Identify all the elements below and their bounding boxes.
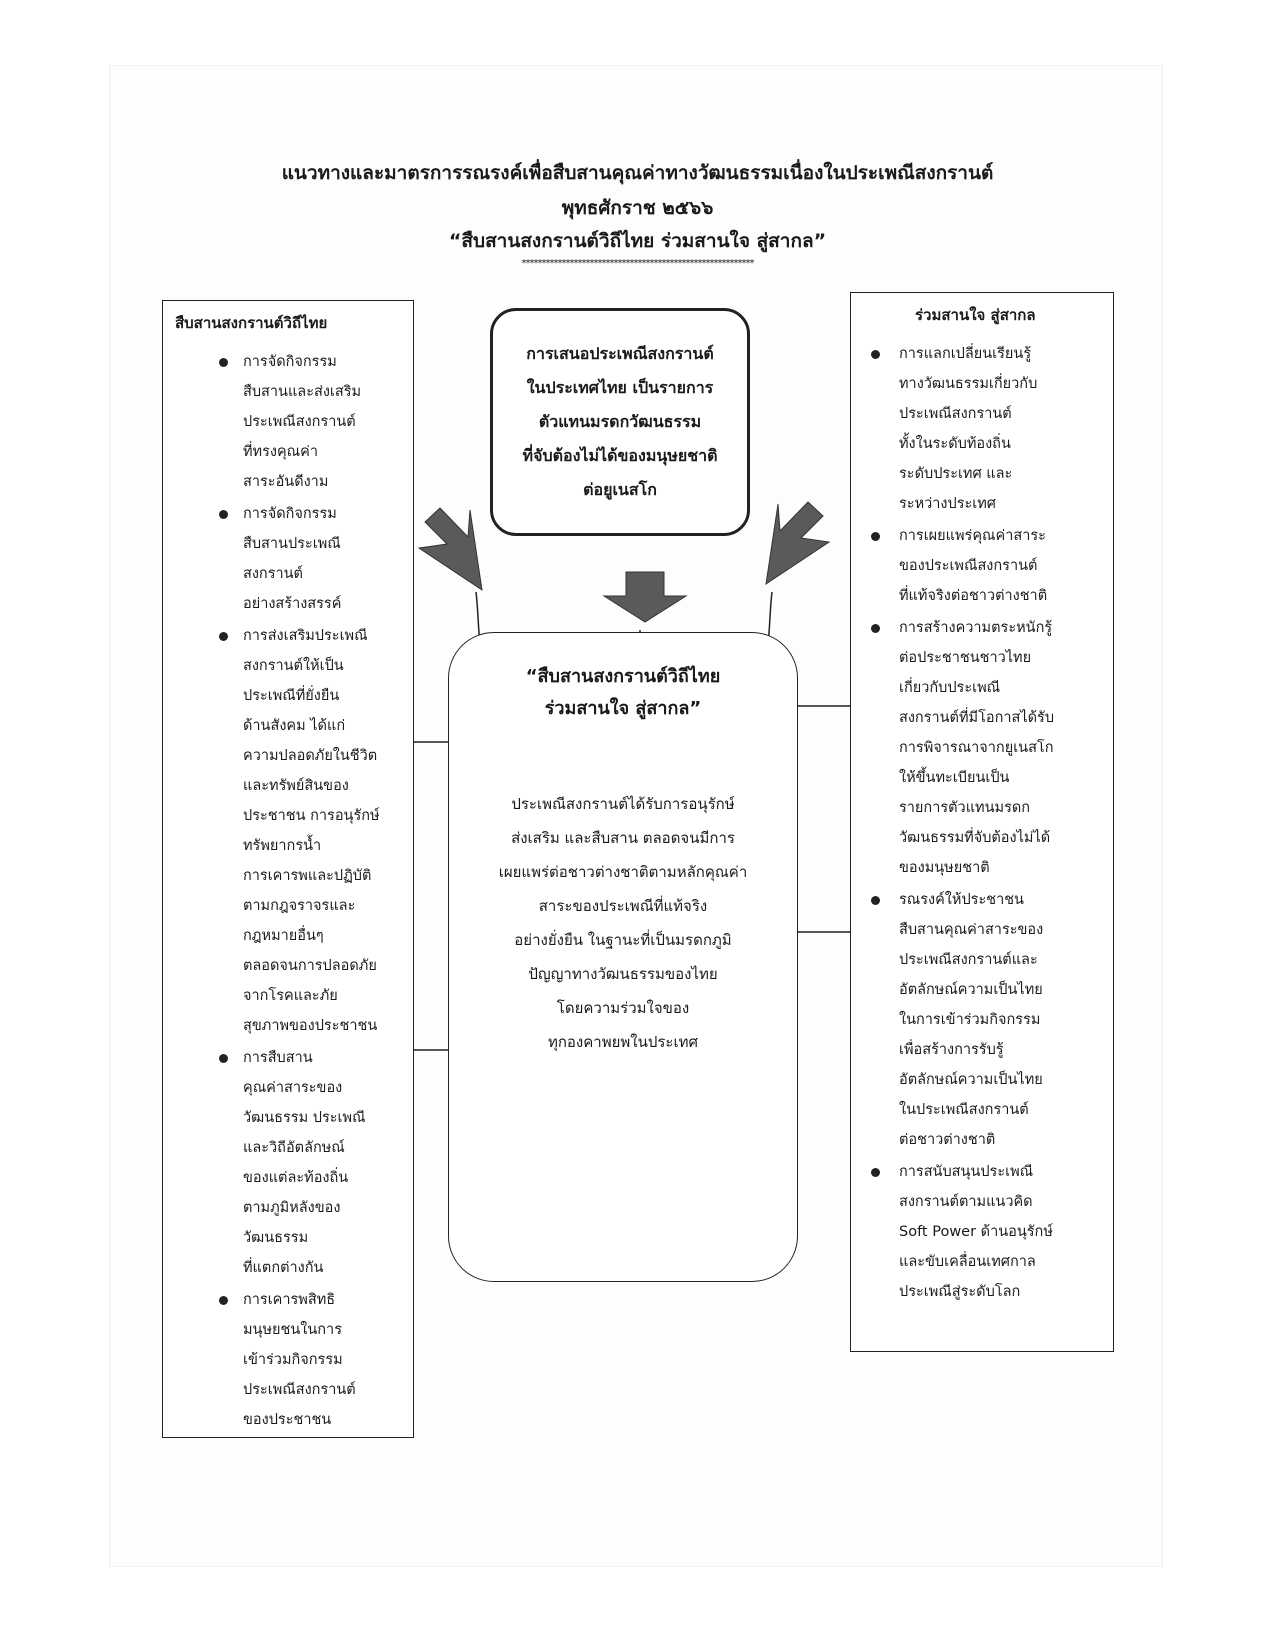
bullet-dot-icon <box>219 632 228 641</box>
list-item-line: การส่งเสริมประเพณี <box>243 628 368 644</box>
left-column-title: สืบสานสงกรานต์วิถีไทย <box>175 314 328 332</box>
list-item-line: ประชาชน การอนุรักษ์ <box>243 808 380 824</box>
list-item-line: การเคารพและปฏิบัติ <box>243 868 372 884</box>
unesco-proposal-box <box>490 308 750 536</box>
list-item-line: การเผยแพร่คุณค่าสาระ <box>899 528 1046 544</box>
bullet-dot-icon <box>219 1054 228 1063</box>
list-item-line: และทรัพย์สินของ <box>243 778 349 794</box>
list-item <box>175 621 401 1041</box>
list-item-line: ประเพณีสงกรานต์และ <box>899 952 1038 968</box>
list-item <box>865 1157 1101 1307</box>
text-line: ในประเทศไทย เป็นรายการ <box>526 378 714 397</box>
list-item-line: การพิจารณาจากยูเนสโก <box>899 740 1054 756</box>
list-item-line: ระดับประเทศ และ <box>899 466 1013 482</box>
list-item-line: การจัดกิจกรรม <box>243 506 337 522</box>
text-line: ทุกองคาพยพในประเทศ <box>547 1033 699 1051</box>
list-item <box>175 1285 401 1435</box>
list-item-line: ระหว่างประเทศ <box>899 496 996 512</box>
list-item-line: ประเพณีสงกรานต์ <box>243 414 356 430</box>
list-item-line: ประเพณีที่ยั่งยืน <box>243 688 340 704</box>
list-item-line: เพื่อสร้างการรับรู้ <box>899 1042 1004 1058</box>
list-item-line: อย่างสร้างสรรค์ <box>243 596 342 612</box>
right-bullet-list <box>865 339 1101 1307</box>
list-item-line: รายการตัวแทนมรดก <box>899 800 1031 816</box>
list-item-line: ของประเพณีสงกรานต์ <box>899 558 1038 574</box>
text-line: ต่อยูเนสโก <box>583 480 657 499</box>
text-line: ส่งเสริม และสืบสาน ตลอดจนมีการ <box>511 829 735 847</box>
list-item <box>865 885 1101 1155</box>
list-item <box>175 1043 401 1283</box>
list-item <box>865 521 1101 611</box>
text-line: อย่างยั่งยืน ในฐานะที่เป็นมรดกภูมิ <box>514 931 732 949</box>
list-item-line: ที่แตกต่างกัน <box>243 1260 324 1276</box>
list-item-line: สืบสานประเพณี <box>243 536 341 552</box>
left-bullet-list <box>175 347 401 1435</box>
central-concept-title <box>467 661 779 725</box>
list-item <box>865 339 1101 519</box>
bullet-dot-icon <box>871 350 880 359</box>
text-line: สาระของประเพณีที่แท้จริง <box>538 897 708 915</box>
unesco-proposal-text <box>523 337 718 507</box>
list-item-line: ทางวัฒนธรรมเกี่ยวกับ <box>899 376 1038 392</box>
list-item-line: ให้ขึ้นทะเบียนเป็น <box>899 770 1010 786</box>
list-item-line: Soft Power ด้านอนุรักษ์ <box>899 1224 1053 1240</box>
list-item-line: กฎหมายอื่นๆ <box>243 928 324 944</box>
list-item-line: ด้านสังคม ได้แก่ <box>243 718 346 734</box>
list-item-line: คุณค่าสาระของ <box>243 1080 343 1096</box>
list-item-line: ของแต่ละท้องถิ่น <box>243 1170 349 1186</box>
document-title: แนวทางและมาตรการรณรงค์เพื่อสืบสานคุณค่าทางวัฒนธรรมเนื่องในประเพณีสงกรานต์ <box>281 162 994 184</box>
text-line: ตัวแทนมรดกวัฒนธรรม <box>538 412 702 431</box>
list-item-line: การสร้างความตระหนักรู้ <box>899 620 1053 636</box>
bullet-dot-icon <box>871 532 880 541</box>
list-item <box>865 613 1101 883</box>
list-item-line: อัตลักษณ์ความเป็นไทย <box>899 982 1043 998</box>
list-item-line: และวิถีอัตลักษณ์ <box>243 1140 345 1156</box>
list-item <box>175 499 401 619</box>
list-item-line: ทรัพยากรน้ำ <box>243 838 322 854</box>
list-item-line: การจัดกิจกรรม <box>243 354 337 370</box>
list-item-line: สงกรานต์ <box>243 566 303 582</box>
list-item-line: สงกรานต์ตามแนวคิด <box>899 1194 1033 1210</box>
list-item-line: การเคารพสิทธิ <box>243 1292 336 1308</box>
bullet-dot-icon <box>871 624 880 633</box>
list-item-line: รณรงค์ให้ประชาชน <box>899 892 1024 908</box>
left-column-box <box>162 300 414 1438</box>
list-item-line: วัฒนธรรม <box>243 1230 309 1246</box>
list-item-line: ประเพณีสงกรานต์ <box>899 406 1012 422</box>
list-item-line: ที่ทรงคุณค่า <box>243 444 318 460</box>
list-item-line: การสนับสนุนประเพณี <box>899 1164 1034 1180</box>
bullet-dot-icon <box>871 1168 880 1177</box>
list-item-line: และขับเคลื่อนเทศกาล <box>899 1254 1036 1270</box>
right-column-title: ร่วมสานใจ สู่สากล <box>915 306 1036 324</box>
document-year: พุทธศักราช ๒๕๖๖ <box>561 197 714 219</box>
list-item-line: การสืบสาน <box>243 1050 313 1066</box>
text-line: ปัญญาทางวัฒนธรรมของไทย <box>528 965 718 983</box>
list-item-line: เข้าร่วมกิจกรรม <box>243 1352 343 1368</box>
list-item-line: มนุษยชนในการ <box>243 1322 342 1338</box>
title-line: “สืบสานสงกรานต์วิถีไทย <box>525 666 721 687</box>
bullet-dot-icon <box>871 896 880 905</box>
list-item-line: ตามกฎจราจรและ <box>243 898 356 914</box>
central-concept-body <box>467 787 779 1059</box>
list-item-line: ของประชาชน <box>243 1412 332 1428</box>
document-slogan: “สืบสานสงกรานต์วิถีไทย ร่วมสานใจ สู่สากล” <box>448 230 827 252</box>
star-divider: ********************************************************** <box>521 258 754 269</box>
list-item-line: เกี่ยวกับประเพณี <box>899 680 1001 696</box>
list-item-line: ที่แท้จริงต่อชาวต่างชาติ <box>899 588 1048 604</box>
list-item-line: ในประเพณีสงกรานต์ <box>899 1102 1029 1118</box>
list-item-line: ประเพณีสงกรานต์ <box>243 1382 356 1398</box>
list-item-line: สาระอันดีงาม <box>243 474 329 490</box>
list-item-line: จากโรคและภัย <box>243 988 338 1004</box>
central-concept-box <box>448 632 798 1282</box>
bullet-dot-icon <box>219 358 228 367</box>
list-item-line: สงกรานต์ที่มีโอกาสได้รับ <box>899 710 1055 726</box>
list-item-line: ต่อชาวต่างชาติ <box>899 1132 996 1148</box>
list-item-line: ในการเข้าร่วมกิจกรรม <box>899 1012 1041 1028</box>
list-item-line: ของมนุษยชาติ <box>899 860 990 876</box>
text-line: ประเพณีสงกรานต์ได้รับการอนุรักษ์ <box>511 795 735 813</box>
title-line: ร่วมสานใจ สู่สากล” <box>544 698 702 719</box>
list-item-line: สืบสานคุณค่าสาระของ <box>899 922 1044 938</box>
list-item-line: ทั้งในระดับท้องถิ่น <box>899 436 1011 452</box>
list-item-line: ต่อประชาชนชาวไทย <box>899 650 1032 666</box>
bullet-dot-icon <box>219 1296 228 1305</box>
list-item-line: อัตลักษณ์ความเป็นไทย <box>899 1072 1043 1088</box>
text-line: ที่จับต้องไม่ได้ของมนุษยชาติ <box>522 446 718 465</box>
text-line: โดยความร่วมใจของ <box>556 999 690 1017</box>
list-item-line: สงกรานต์ให้เป็น <box>243 658 344 674</box>
right-column-box <box>850 292 1114 1352</box>
list-item-line: สืบสานและส่งเสริม <box>243 384 362 400</box>
list-item-line: ตลอดจนการปลอดภัย <box>243 958 377 974</box>
list-item-line: การแลกเปลี่ยนเรียนรู้ <box>899 346 1032 362</box>
text-line: เผยแพร่ต่อชาวต่างชาติตามหลักคุณค่า <box>498 863 748 881</box>
list-item-line: ความปลอดภัยในชีวิต <box>243 748 378 764</box>
bullet-dot-icon <box>219 510 228 519</box>
text-line: การเสนอประเพณีสงกรานต์ <box>526 344 714 363</box>
list-item-line: สุขภาพของประชาชน <box>243 1018 378 1034</box>
list-item <box>175 347 401 497</box>
list-item-line: วัฒนธรรม ประเพณี <box>243 1110 366 1126</box>
list-item-line: ประเพณีสู่ระดับโลก <box>899 1284 1021 1300</box>
list-item-line: วัฒนธรรมที่จับต้องไม่ได้ <box>899 830 1051 846</box>
list-item-line: ตามภูมิหลังของ <box>243 1200 341 1216</box>
